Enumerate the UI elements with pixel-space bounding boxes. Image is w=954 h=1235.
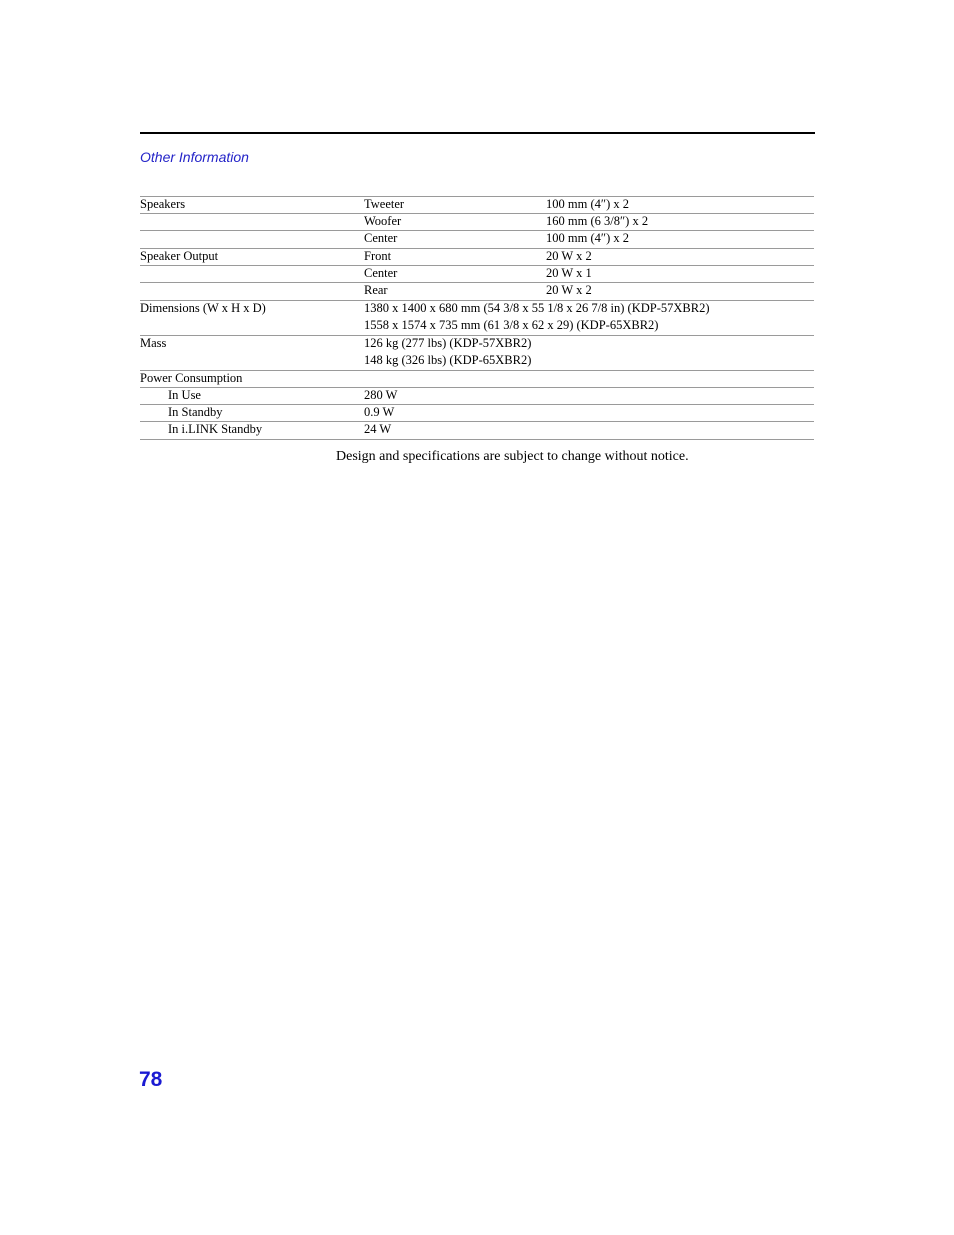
- table-row: [140, 249, 814, 266]
- spec-label-dimensions: Dimensions (W x H x D): [140, 301, 266, 315]
- spec-table: [140, 196, 814, 440]
- page-number: 78: [139, 1068, 163, 1091]
- spec-label-speaker-output: Speaker Output: [140, 249, 219, 263]
- spec-label-speakers: Speakers: [140, 197, 186, 211]
- table-row: [140, 336, 814, 353]
- spec-sub-label: Rear: [364, 283, 388, 297]
- spec-value: 160 mm (6 3/8″) x 2: [546, 214, 649, 228]
- top-rule: [140, 132, 815, 134]
- spec-value: 1558 x 1574 x 735 mm (61 3/8 x 62 x 29) (KDP-65XBR2): [364, 318, 659, 332]
- spec-group-speaker-output: [140, 249, 814, 301]
- spec-label-mass: Mass: [140, 336, 167, 350]
- section-title: Other Information: [140, 149, 249, 165]
- spec-group-dimensions: [140, 301, 814, 336]
- spec-sub-label: Tweeter: [364, 197, 405, 211]
- table-row: [140, 318, 814, 335]
- spec-group-mass: [140, 336, 814, 371]
- spec-group-power: [140, 371, 814, 440]
- footnote: Design and specifications are subject to change without notice.: [336, 449, 689, 464]
- table-row: [140, 353, 814, 370]
- spec-value: 280 W: [364, 388, 398, 402]
- spec-value: 126 kg (277 lbs) (KDP-57XBR2): [364, 336, 532, 350]
- spec-value: 20 W x 2: [546, 249, 592, 263]
- spec-sub-label: Center: [364, 231, 398, 245]
- table-row: [140, 266, 814, 283]
- spec-label-power: Power Consumption: [140, 371, 243, 385]
- spec-value: 1380 x 1400 x 680 mm (54 3/8 x 55 1/8 x 26 7/8 in) (KDP-57XBR2): [364, 301, 710, 315]
- table-row: [140, 405, 814, 422]
- spec-value: 0.9 W: [364, 405, 395, 419]
- spec-sub-label: Front: [364, 249, 392, 263]
- table-row: [140, 214, 814, 231]
- spec-sub-label: Center: [364, 266, 398, 280]
- spec-value: 148 kg (326 lbs) (KDP-65XBR2): [364, 353, 532, 367]
- table-row: [140, 388, 814, 405]
- spec-value: 20 W x 2: [546, 283, 592, 297]
- table-row: [140, 371, 814, 388]
- table-row: [140, 301, 814, 318]
- spec-group-speakers: [140, 197, 814, 249]
- spec-sub-label: In Standby: [168, 405, 223, 419]
- table-row: [140, 197, 814, 214]
- table-row: [140, 231, 814, 248]
- spec-sub-label: Woofer: [364, 214, 402, 228]
- spec-value: 100 mm (4″) x 2: [546, 197, 629, 211]
- spec-sub-label: In i.LINK Standby: [168, 422, 263, 436]
- spec-value: 20 W x 1: [546, 266, 592, 280]
- spec-sub-label: In Use: [168, 388, 201, 402]
- table-row: [140, 422, 814, 439]
- spec-value: 24 W: [364, 422, 392, 436]
- table-row: [140, 283, 814, 300]
- spec-value: 100 mm (4″) x 2: [546, 231, 629, 245]
